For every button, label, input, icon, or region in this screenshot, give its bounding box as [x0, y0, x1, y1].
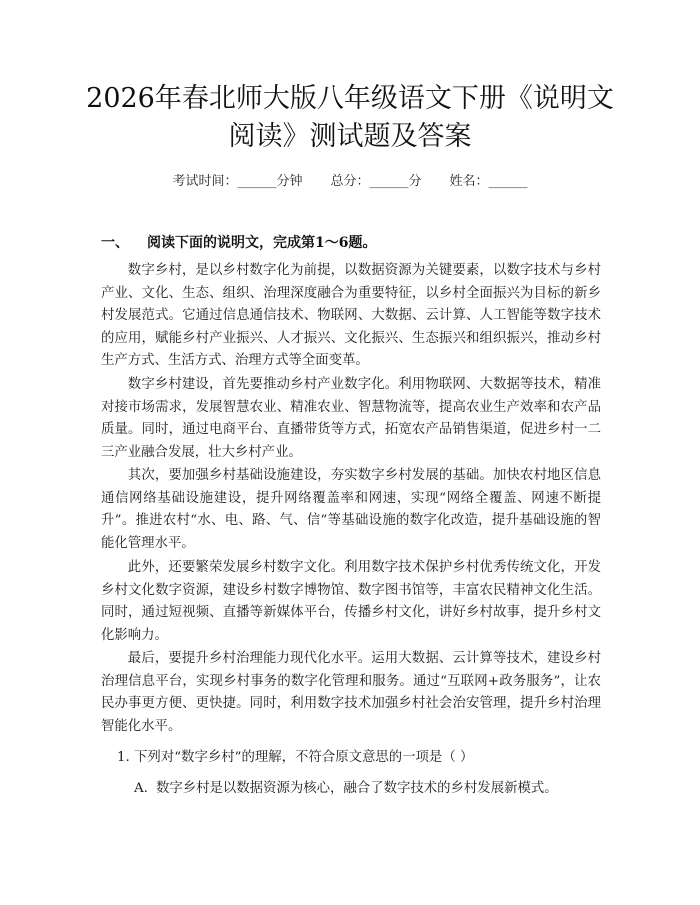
- passage-paragraph-4: 此外，还要繁荣发展乡村数字文化。利用数字技术保护乡村优秀传统文化，开发乡村文化数字资源，建设乡村数字博物馆、数字图书馆等，丰富农民精神文化生活。同时，通过短视频、直播等新媒体平台，传播乡村文化，讲好乡村故事，提升乡村文化影响力。: [101, 560, 601, 643]
- passage-paragraph-3: 其次，要加强乡村基础设施建设，夯实数字乡村发展的基础。加快农村地区信息通信网络基础设施建设，提升网络覆盖率和网速，实现“网络全覆盖、网速不断提升”。推进农村“水、电、路、气、信”等基础设施的数字化改造，提升基础设施的智能化管理水平。: [101, 468, 601, 551]
- exam-time-field: 考试时间：______分钟: [172, 174, 303, 189]
- passage-paragraph-5: 最后，要提升乡村治理能力现代化水平。运用大数据、云计算等技术，建设乡村治理信息平台，实现乡村事务的数字化管理和服务。通过“互联网+政务服务”，让农民办事更方便、更快捷。同时，利用数字技术加强乡村社会治安管理，提升乡村治理智能化水平。: [101, 651, 601, 734]
- question-1: 1. 下列对“数字乡村”的理解，不符合原文意思的一项是（ ）: [117, 750, 474, 765]
- document-title-line-2: 阅读》测试题及答案: [228, 121, 472, 152]
- section-number: 一、: [101, 235, 129, 251]
- passage-paragraph-1: 数字乡村，是以乡村数字化为前提，以数据资源为关键要素，以数字技术与乡村产业、文化、生态、组织、治理深度融合为重要特征，以乡村全面振兴为目标的新乡村发展范式。它通过信息通信技术、物联网、大数据、云计算、人工智能等数字技术的应用，赋能乡村产业振兴、人才振兴、文化振兴、生态振兴和组织振兴，推动乡村生产方式、生活方式、治理方式等全面变革。: [101, 263, 601, 369]
- exam-info-line: [0, 170, 700, 189]
- option-letter: A.: [134, 781, 148, 796]
- passage-paragraph-2: 数字乡村建设，首先要推动乡村产业数字化。利用物联网、大数据等技术，精准对接市场需求，发展智慧农业、精准农业、智慧物流等，提高农业生产效率和农产品质量。同时，通过电商平台、直播带货等方式，拓宽农产品销售渠道，促进乡村一二三产业融合发展，壮大乡村产业。: [101, 377, 601, 460]
- section-heading: [101, 232, 376, 252]
- document-title-line-1: 2026年春北师大版八年级语文下册《说明文: [86, 83, 614, 114]
- section-instruction: 阅读下面的说明文，完成第1～6题。: [147, 235, 377, 251]
- question-1-option-a: [134, 777, 558, 796]
- student-name-field: 姓名：______: [449, 174, 528, 189]
- option-text: 数字乡村是以数据资源为核心，融合了数字技术的乡村发展新模式。: [155, 781, 558, 796]
- total-score-field: 总分：______分: [330, 174, 422, 189]
